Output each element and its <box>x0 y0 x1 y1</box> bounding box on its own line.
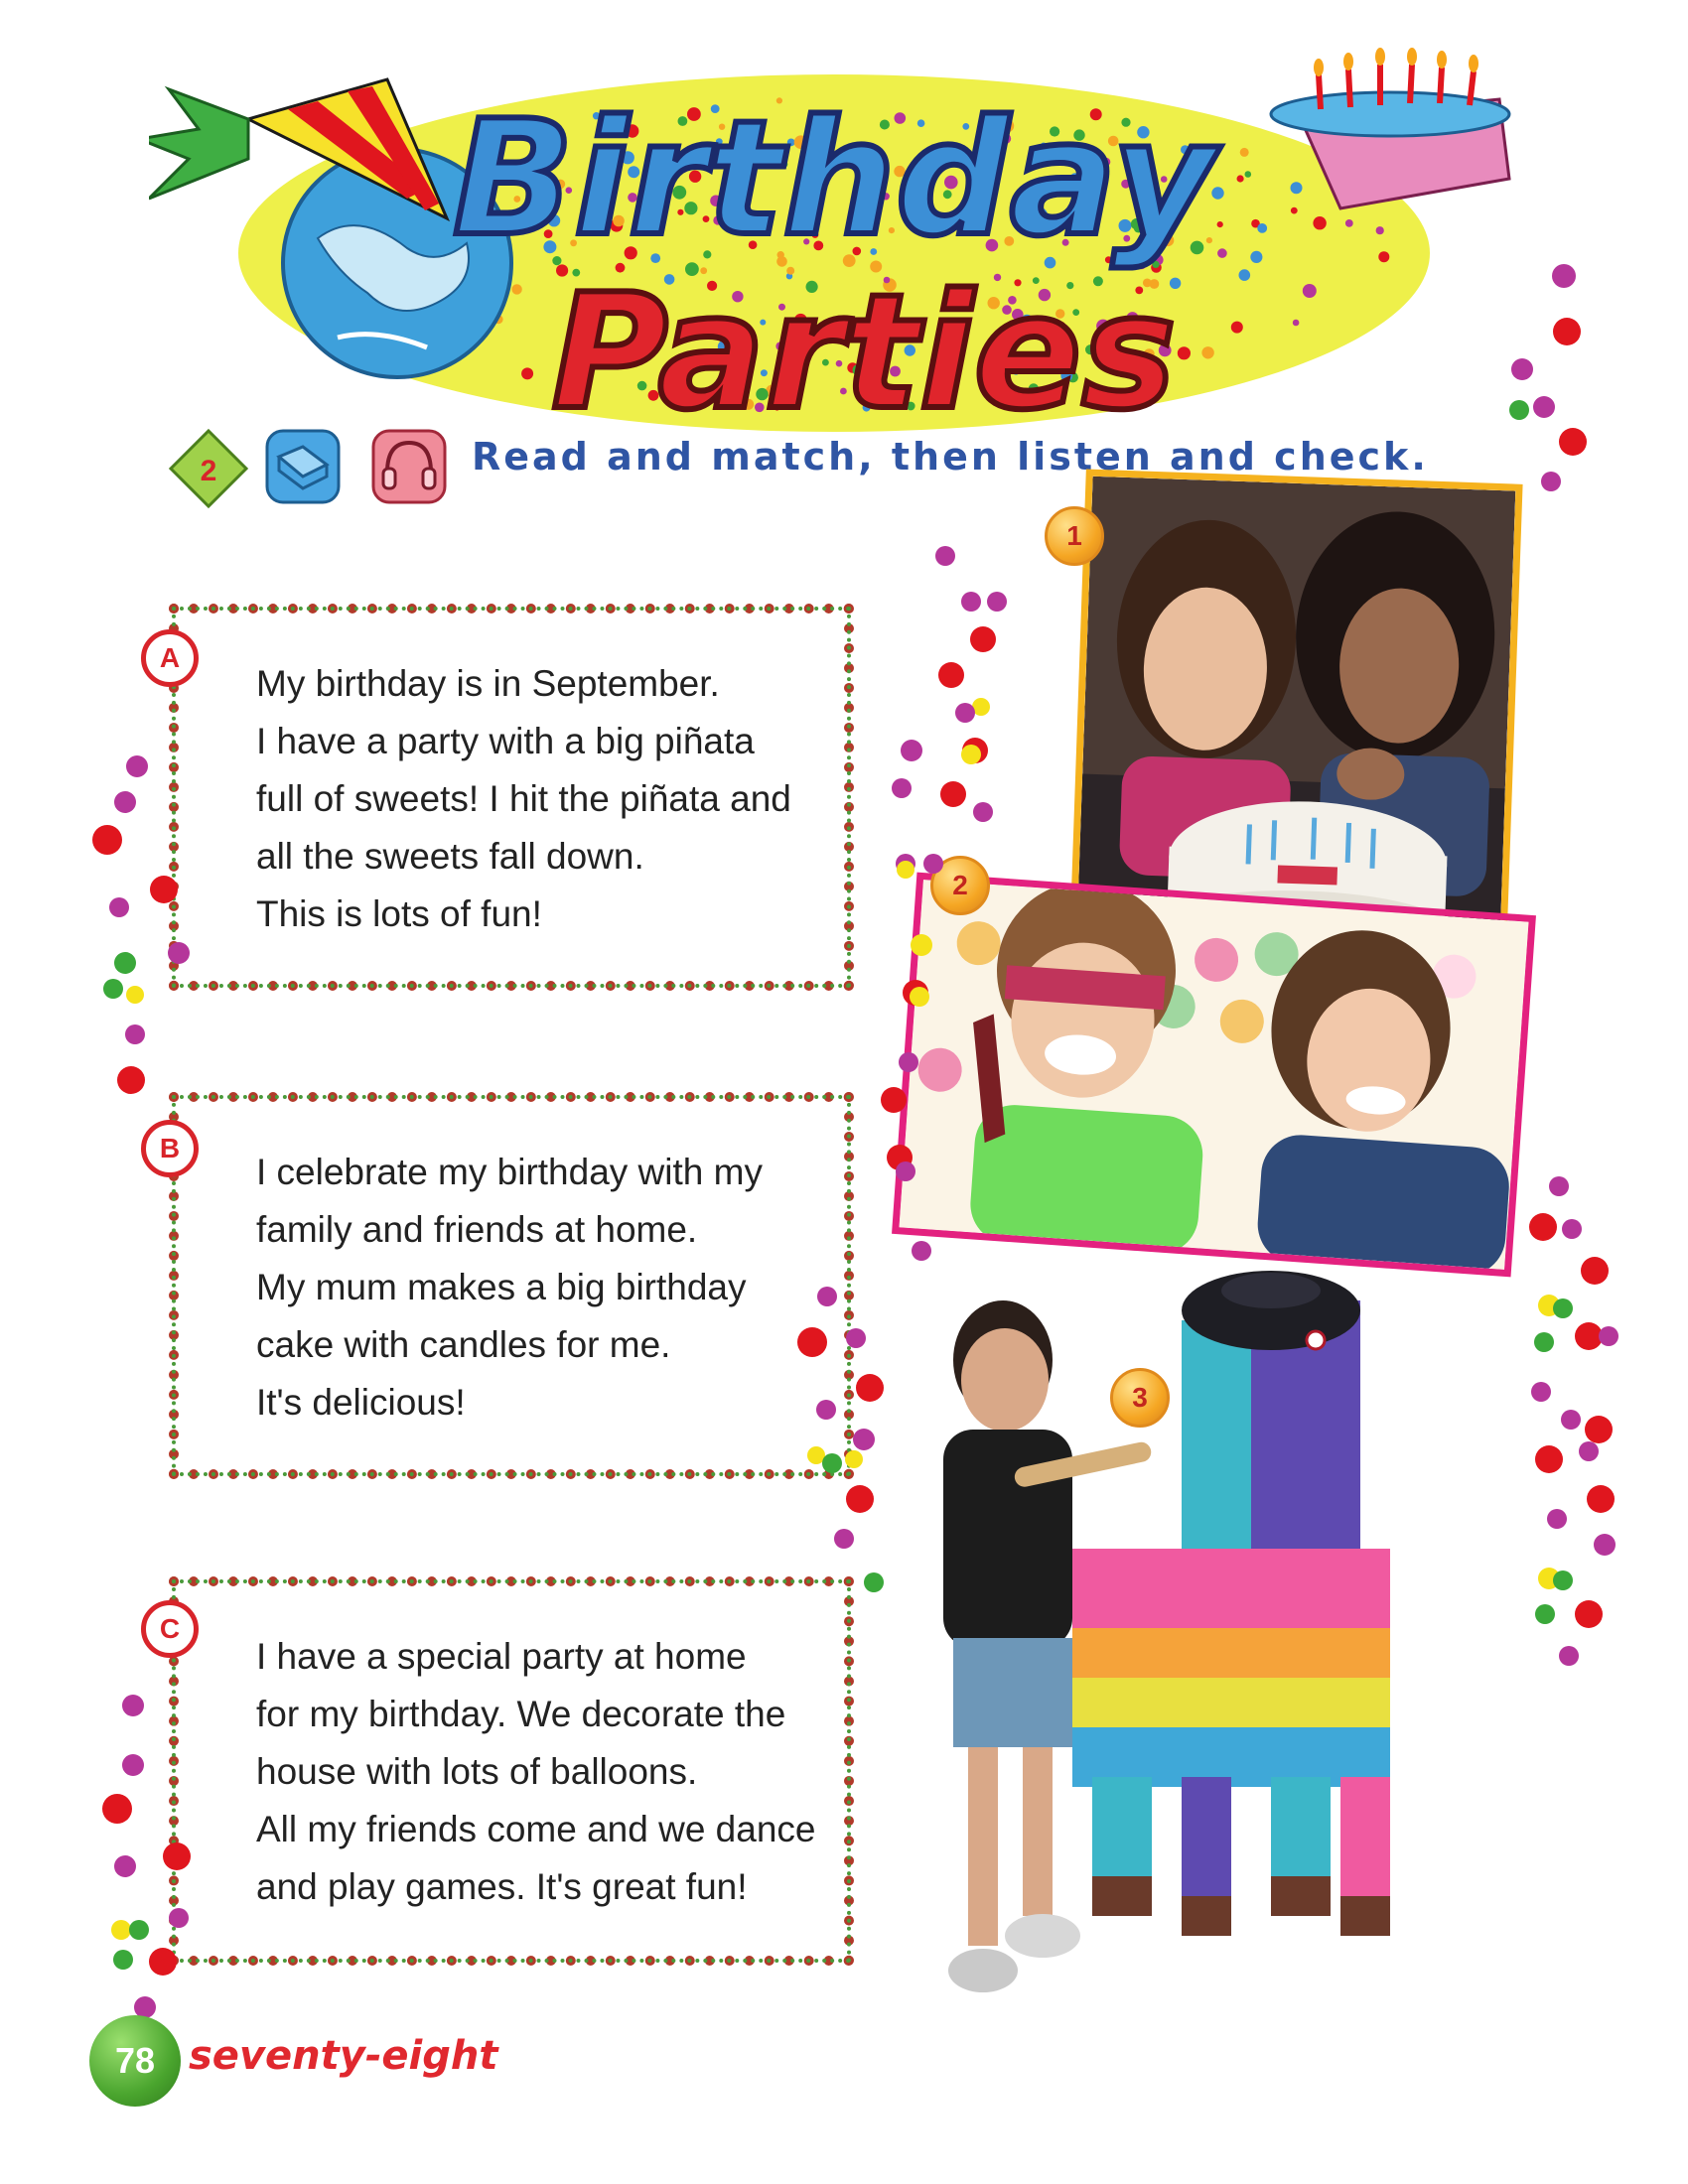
speckle-dot <box>1245 171 1252 178</box>
page-number-word: seventy-eight <box>189 2033 498 2079</box>
confetti-dot <box>150 876 178 903</box>
confetti-dot <box>122 1695 144 1716</box>
confetti-dot <box>1529 1213 1557 1241</box>
photo-number-1: 1 <box>1045 506 1104 566</box>
speckle-dot <box>1237 175 1244 182</box>
confetti-dot <box>169 1908 189 1928</box>
confetti-dot <box>892 778 912 798</box>
speckle-dot <box>1217 248 1227 258</box>
confetti-dot <box>1547 1509 1567 1529</box>
title-line-2: Parties <box>551 259 1177 445</box>
confetti-dot <box>126 755 148 777</box>
speckle-dot <box>1313 216 1326 229</box>
confetti-dot <box>845 1450 863 1468</box>
text-box-b <box>169 1092 854 1479</box>
confetti-dot <box>846 1485 874 1513</box>
speckle-dot <box>1231 322 1243 334</box>
text-line: house with lots of balloons. <box>256 1751 698 1792</box>
text-line: My mum makes a big birthday <box>256 1267 747 1307</box>
text-line: family and friends at home. <box>256 1209 698 1250</box>
text-line: I celebrate my birthday with my <box>256 1152 763 1192</box>
confetti-dot <box>940 781 966 807</box>
confetti-dot <box>163 1843 191 1870</box>
speckle-dot <box>1250 251 1262 263</box>
speckle-dot <box>1291 207 1298 214</box>
photo-number-3: 3 <box>1110 1368 1170 1428</box>
speckle-dot <box>1239 269 1251 281</box>
confetti-dot <box>961 745 981 764</box>
confetti-dot <box>1562 1219 1582 1239</box>
confetti-dot <box>910 987 929 1007</box>
confetti-dot <box>881 1087 907 1113</box>
text-line: I have a party with a big piñata <box>256 721 755 761</box>
confetti-dot <box>113 1950 133 1970</box>
text-line: cake with candles for me. <box>256 1324 671 1365</box>
speckle-dot <box>1201 346 1213 358</box>
text-line: It's delicious! <box>256 1382 466 1423</box>
confetti-dot <box>126 986 144 1004</box>
confetti-dot <box>912 1241 931 1261</box>
speckle-dot <box>1291 182 1303 194</box>
confetti-dot <box>149 1948 177 1976</box>
exercise-number: 2 <box>200 455 217 487</box>
photo-2-game <box>892 873 1536 1278</box>
confetti-dot <box>1553 1298 1573 1318</box>
confetti-dot <box>853 1429 875 1450</box>
speckle-dot <box>1303 284 1317 298</box>
confetti-dot <box>114 1855 136 1877</box>
confetti-dot <box>816 1400 836 1420</box>
speckle-dot <box>1378 251 1389 262</box>
speckle-dot <box>1240 148 1249 157</box>
confetti-dot <box>911 934 932 956</box>
confetti-dot <box>109 897 129 917</box>
confetti-dot <box>856 1374 884 1402</box>
confetti-dot <box>822 1453 842 1473</box>
confetti-dot <box>1534 1332 1554 1352</box>
confetti-dot <box>897 861 914 879</box>
confetti-dot <box>102 1794 132 1824</box>
confetti-dot <box>1535 1445 1563 1473</box>
speckle-dot <box>1376 226 1384 234</box>
photo-3-pinata <box>894 1261 1450 2045</box>
confetti-dot <box>129 1920 149 1940</box>
confetti-dot <box>923 854 943 874</box>
text-line: I have a special party at home <box>256 1636 747 1677</box>
confetti-dot <box>1559 428 1587 456</box>
confetti-dot <box>899 1052 918 1072</box>
confetti-dot <box>125 1024 145 1044</box>
paragraph-c <box>256 1628 814 1916</box>
confetti-dot <box>1531 1382 1551 1402</box>
speckle-dot <box>1178 346 1191 359</box>
confetti-dot <box>92 825 122 855</box>
book-icon <box>263 427 343 506</box>
confetti-dot <box>122 1754 144 1776</box>
text-box-a <box>169 604 854 991</box>
confetti-dot <box>1594 1534 1616 1556</box>
confetti-dot <box>935 546 955 566</box>
confetti-dot <box>1509 400 1529 420</box>
text-line: and play games. It's great fun! <box>256 1866 748 1907</box>
confetti-dot <box>846 1328 866 1348</box>
instruction-text: Read and match, then listen and check. <box>472 435 1429 478</box>
confetti-dot <box>938 662 964 688</box>
confetti-dot <box>168 942 190 964</box>
confetti-dot <box>117 1066 145 1094</box>
confetti-dot <box>114 791 136 813</box>
confetti-dot <box>1585 1416 1613 1443</box>
text-line: all the sweets fall down. <box>256 836 644 877</box>
confetti-dot <box>1579 1441 1599 1461</box>
confetti-dot <box>970 626 996 652</box>
confetti-dot <box>901 740 922 761</box>
title-text-graphic <box>453 85 1221 445</box>
text-line: full of sweets! I hit the piñata and <box>256 778 791 819</box>
confetti-dot <box>1553 318 1581 345</box>
confetti-dot <box>797 1327 827 1357</box>
confetti-dot <box>1599 1326 1618 1346</box>
confetti-dot <box>1561 1410 1581 1430</box>
paragraph-b <box>256 1144 814 1432</box>
confetti-dot <box>1552 264 1576 288</box>
exercise-number-badge <box>167 427 250 510</box>
confetti-dot <box>1587 1485 1615 1513</box>
confetti-dot <box>114 952 136 974</box>
paragraph-a <box>256 655 814 943</box>
confetti-dot <box>1511 358 1533 380</box>
confetti-dot <box>896 1161 915 1181</box>
confetti-dot <box>817 1287 837 1306</box>
text-line: All my friends come and we dance <box>256 1809 816 1849</box>
letter-badge-c: C <box>141 1600 199 1658</box>
confetti-dot <box>955 703 975 723</box>
confetti-dot <box>961 592 981 612</box>
headphones-icon <box>369 427 449 506</box>
confetti-dot <box>1541 472 1561 491</box>
page-number: 78 <box>89 2015 181 2107</box>
speckle-dot <box>521 367 533 379</box>
speckle-dot <box>1345 219 1353 227</box>
photo-2-illustration <box>900 880 1529 1270</box>
confetti-dot <box>103 979 123 999</box>
text-box-c <box>169 1576 854 1966</box>
confetti-dot <box>987 592 1007 612</box>
photo-number-2: 2 <box>930 856 990 915</box>
confetti-dot <box>1533 396 1555 418</box>
title-banner <box>149 40 1529 457</box>
confetti-dot <box>111 1920 131 1940</box>
confetti-dot <box>1549 1176 1569 1196</box>
letter-badge-a: A <box>141 629 199 687</box>
speckle-dot <box>1217 221 1223 227</box>
text-line: My birthday is in September. <box>256 663 720 704</box>
speckle-dot <box>1257 223 1267 233</box>
confetti-dot <box>1535 1604 1555 1624</box>
confetti-dot <box>1559 1646 1579 1666</box>
confetti-dot <box>1581 1257 1609 1285</box>
title-line-1: Birthday <box>453 85 1215 271</box>
speckle-dot <box>1293 320 1300 327</box>
speckle-dot <box>511 284 521 294</box>
confetti-dot <box>864 1572 884 1592</box>
letter-badge-b: B <box>141 1120 199 1177</box>
confetti-dot <box>1575 1600 1603 1628</box>
confetti-dot <box>973 802 993 822</box>
pinata-llama <box>1072 1271 1390 1936</box>
text-line: for my birthday. We decorate the <box>256 1694 786 1734</box>
text-line: This is lots of fun! <box>256 893 542 934</box>
confetti-dot <box>1553 1570 1573 1590</box>
confetti-dot <box>834 1529 854 1549</box>
